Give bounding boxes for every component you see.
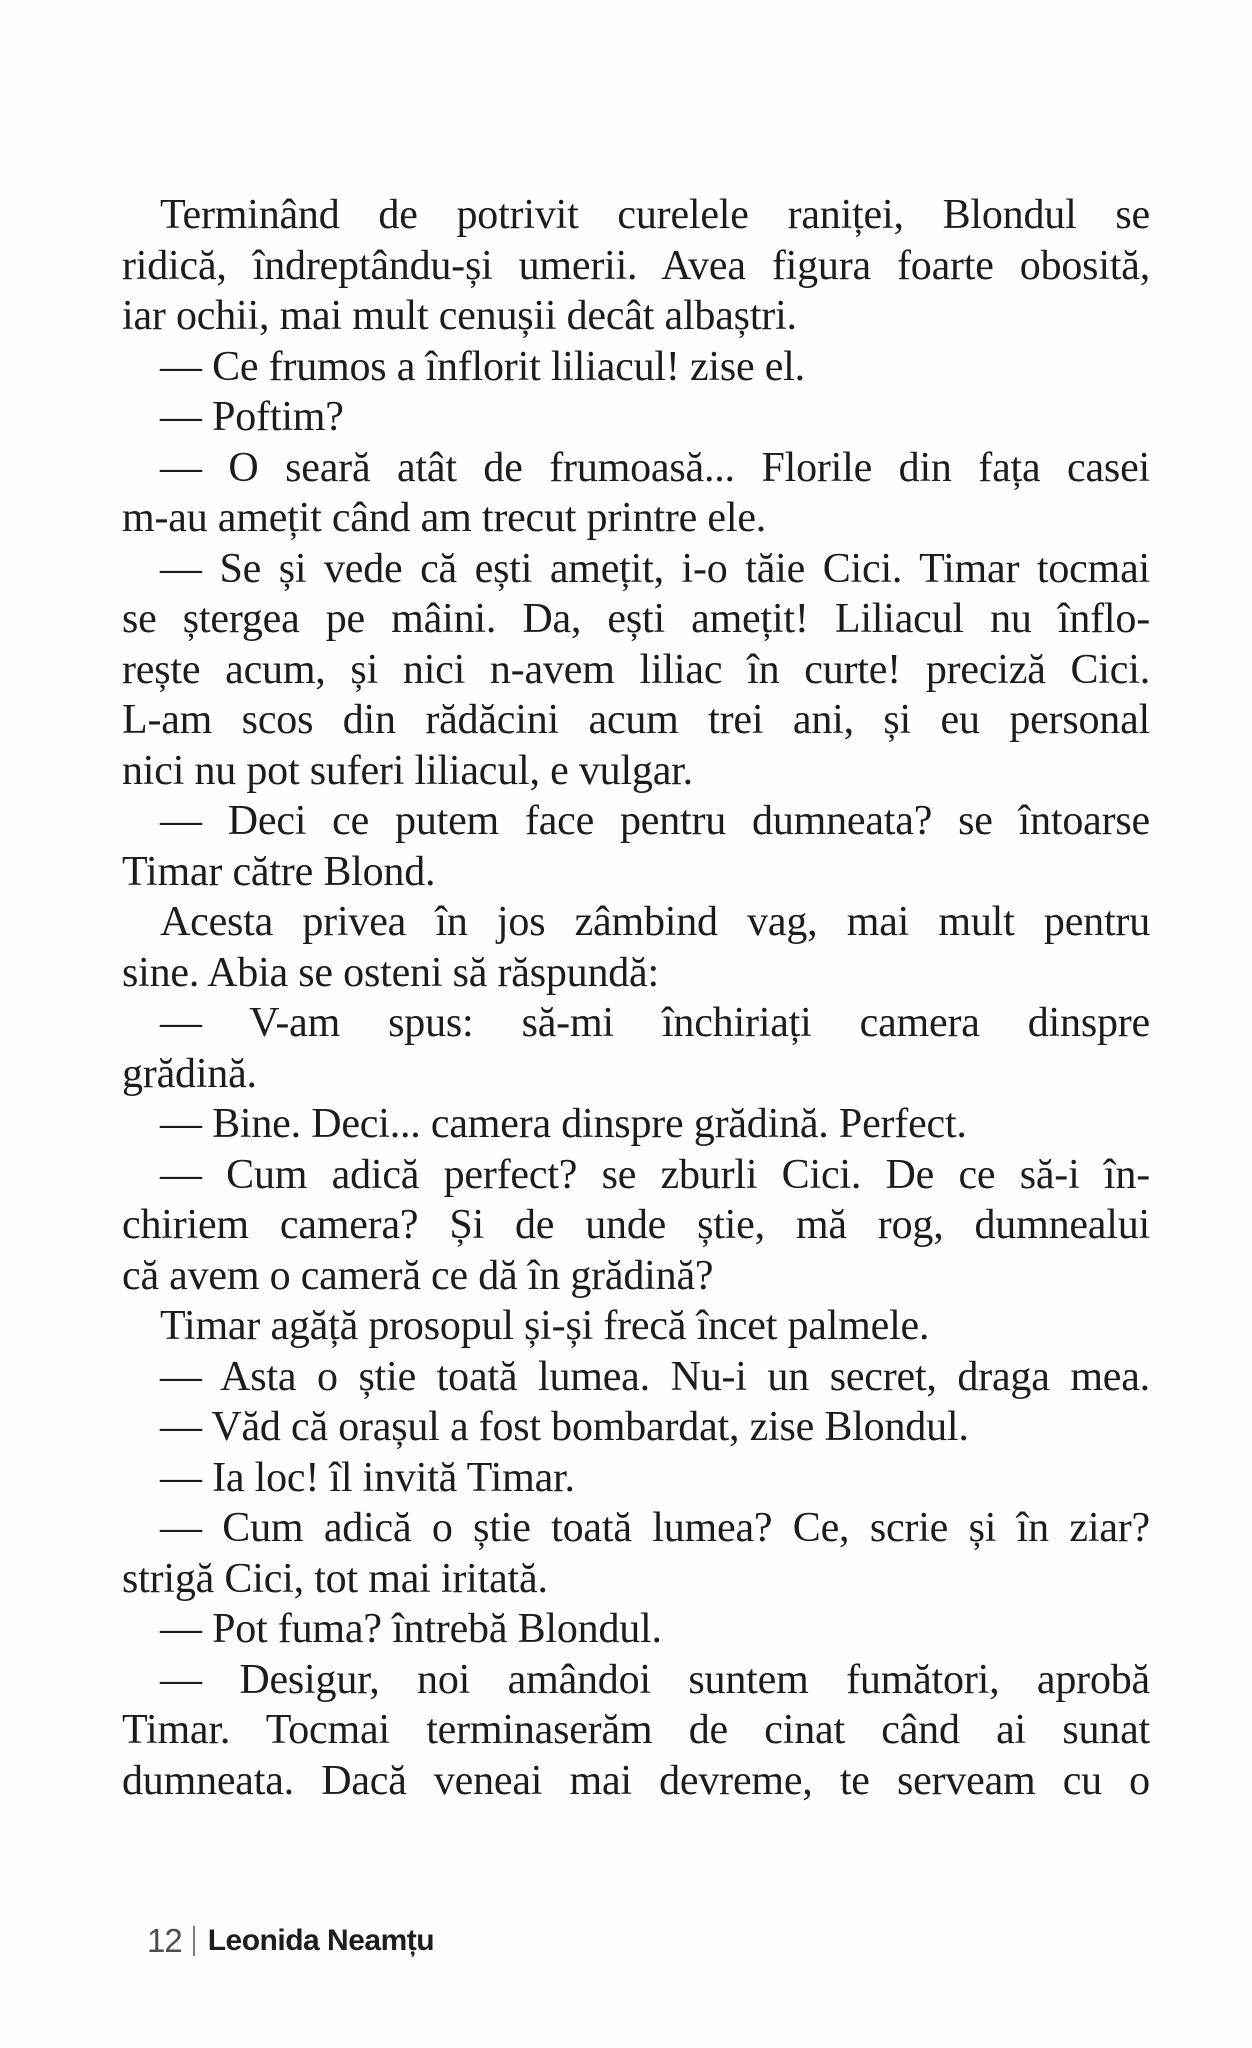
text-line: că avem o cameră ce dă în grădină? <box>122 1252 714 1299</box>
text-line: ridică, îndreptându-și umerii. Avea figura foarte obosită, <box>122 242 1150 289</box>
text-line: — Asta o știe toată lumea. Nu-i un secret, draga mea. <box>160 1353 1150 1400</box>
text-line: m-au amețit când am trecut printre ele. <box>122 495 767 541</box>
footer-divider <box>193 1926 195 1956</box>
text-line: dumneata. Dacă veneai mai devreme, te serveam cu o <box>122 1757 1150 1804</box>
text-line: se ștergea pe mâini. Da, ești amețit! Liliacul nu înflo- <box>122 596 1150 642</box>
text-line: sine. Abia se osteni să răspundă: <box>122 949 659 996</box>
text-line: — Văd că orașul a fost bombardat, zise Blondul. <box>160 1404 969 1450</box>
text-line: Terminând de potrivit curelele raniței, Blondul se <box>160 192 1150 238</box>
text-line: Acesta privea în jos zâmbind vag, mai mult pentru <box>160 899 1150 945</box>
text-line: strigă Cici, tot mai iritată. <box>122 1555 548 1602</box>
text-line: — Cum adică perfect? se zburli Cici. De ce să-i în- <box>160 1151 1150 1198</box>
text-line: — Se și vede că ești amețit, i-o tăie Cici. Timar tocmai <box>160 545 1150 592</box>
text-line: chiriem camera? Și de unde știe, mă rog, dumnealui <box>122 1202 1150 1248</box>
text-line: — Ce frumos a înflorit liliacul! zise el. <box>160 343 805 390</box>
text-line: — Cum adică o știe toată lumea? Ce, scrie și în ziar? <box>160 1505 1150 1551</box>
page-footer <box>147 1922 434 1960</box>
text-line: rește acum, și nici n-avem liliac în curte! preciză Cici. <box>122 646 1150 693</box>
text-line: — O seară atât de frumoasă... Florile din fața casei <box>160 444 1150 491</box>
text-line: — Poftim? <box>160 394 344 440</box>
text-line: — Desigur, noi amândoi suntem fumători, aprobă <box>160 1656 1150 1703</box>
text-line: iar ochii, mai mult cenușii decât albaștri. <box>122 293 797 339</box>
text-line: — Pot fuma? întrebă Blondul. <box>160 1606 662 1652</box>
page-text <box>122 190 1150 1806</box>
text-line: nici nu pot suferi liliacul, e vulgar. <box>122 747 693 794</box>
text-line: — Deci ce putem face pentru dumneata? se întoarse <box>160 798 1150 844</box>
author-name: Leonida Neamțu <box>207 1924 435 1957</box>
text-line: Timar. Tocmai terminaserăm de cinat când ai sunat <box>122 1707 1150 1753</box>
page-number: 12 <box>147 1922 182 1959</box>
text-line: — V-am spus: să-mi închiriați camera dinspre <box>160 1000 1150 1046</box>
text-line: Timar către Blond. <box>122 848 436 895</box>
text-line: L-am scos din rădăcini acum trei ani, și eu personal <box>122 697 1150 743</box>
text-line: — Ia loc! îl invită Timar. <box>160 1454 575 1501</box>
text-line: grădină. <box>122 1050 257 1097</box>
text-line: — Bine. Deci... camera dinspre grădină. Perfect. <box>160 1101 967 1147</box>
text-line: Timar agăță prosopul și-și frecă încet palmele. <box>160 1303 930 1349</box>
